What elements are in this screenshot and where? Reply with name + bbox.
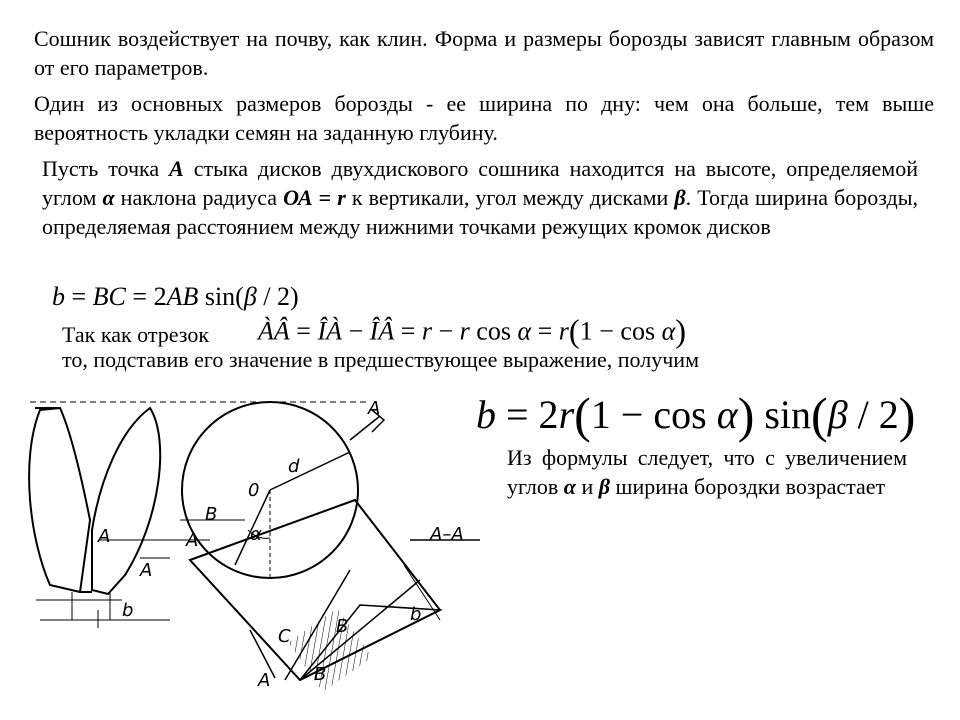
- f1-sin: sin(: [198, 282, 244, 311]
- substitution-text: то, подставив его значение в предшествующее выражение, получим: [62, 347, 699, 372]
- f2-r1: r: [421, 316, 432, 346]
- label-b-bottom: b: [122, 600, 134, 621]
- left-disc-shape: [29, 408, 90, 592]
- formula-segment: [258, 314, 686, 351]
- setup-equals: =: [312, 185, 338, 210]
- label-o: 0: [248, 480, 260, 501]
- f3-one-minus-cos: 1 − cos: [590, 392, 717, 437]
- setup-text-1: Пусть точка: [42, 156, 170, 181]
- label-d: d: [288, 456, 300, 477]
- label-b-small: B: [336, 616, 349, 637]
- formula-final-width: [476, 386, 915, 444]
- f3-close: ): [737, 387, 755, 443]
- conclusion-and: и: [575, 474, 599, 499]
- f3-r: r: [558, 392, 575, 437]
- since-label: Так как отрезок: [62, 322, 210, 347]
- f1-lhs: b: [52, 282, 65, 311]
- conclusion-paragraph: [507, 443, 907, 501]
- oa-symbol: ОА: [283, 185, 313, 210]
- f2-close: ): [675, 314, 687, 350]
- f2-r2: r: [459, 316, 470, 346]
- setup-text-2: стыка дисков двухдискового сошника находится на высоте, определяемой углом: [42, 156, 918, 210]
- f2-r3: r: [558, 316, 569, 346]
- conclusion-alpha: α: [563, 474, 576, 499]
- alpha-symbol: α: [102, 185, 115, 210]
- f2-seg3: ÎÂ: [369, 316, 395, 346]
- f1-ab: AB: [166, 282, 199, 311]
- setup-text-3: наклона радиуса: [114, 185, 284, 210]
- label-a-bottom: A: [258, 670, 271, 691]
- point-a-symbol: А: [169, 156, 184, 181]
- f3-eq: = 2: [496, 392, 559, 437]
- r-symbol: r: [337, 185, 346, 210]
- f2-open: (: [568, 314, 580, 350]
- setup-text-5: . Тогда ширина борозды, определяемая расстоянием между нижними точками режущих кромок дисков: [42, 185, 919, 239]
- f2-seg2: ÎÀ: [317, 316, 342, 346]
- beta-symbol: β: [674, 185, 686, 210]
- f1-eq: =: [65, 282, 93, 311]
- f3-beta: β: [827, 392, 848, 437]
- label-section: A–A: [430, 524, 464, 545]
- f2-cos: cos: [469, 316, 518, 346]
- f1-bc: BC: [92, 282, 126, 311]
- label-alpha: α: [250, 524, 262, 545]
- f2-eq1: =: [289, 316, 318, 346]
- f3-alpha: α: [716, 392, 738, 437]
- conclusion-beta: β: [598, 474, 611, 499]
- f2-minus: −: [341, 316, 370, 346]
- f2-alpha: α: [517, 316, 532, 346]
- label-b-side: b: [410, 604, 422, 625]
- label-a-mid: A: [186, 530, 199, 551]
- intro-paragraph: Сошник воздействует на почву, как клин. Форма и размеры борозды зависят главным образом от его параметров.: [34, 26, 934, 80]
- f3-open: (: [574, 387, 591, 443]
- f1-beta: β: [243, 282, 257, 311]
- setup-text-4: к вертикали, угол между дисками: [345, 185, 675, 210]
- f3-close2: ): [898, 387, 916, 443]
- f3-lhs: b: [476, 392, 496, 437]
- label-b-base: B: [314, 664, 327, 685]
- f2-alpha2: α: [661, 316, 676, 346]
- f2-one-minus-cos: 1 − cos: [579, 316, 662, 346]
- f3-tail: / 2: [847, 392, 899, 437]
- formula-width-b: [52, 282, 299, 312]
- f1-eq2: = 2: [125, 282, 167, 311]
- f3-sin: sin: [754, 392, 812, 437]
- f1-tail: / 2): [256, 282, 299, 311]
- label-a-top: A: [368, 398, 381, 419]
- coulter-diagram: [0, 380, 500, 720]
- furrow-width-paragraph: Один из основных размеров борозды - ее ширина по дну: чем она больше, тем выше вероятность укладки семян на заданную глубину.: [34, 91, 934, 145]
- conclusion-text-1: Из формулы следует, что с увеличением углов: [507, 445, 907, 499]
- setup-paragraph: [42, 154, 918, 241]
- label-a-left-disc: A: [98, 526, 111, 547]
- label-b-left: B: [205, 504, 218, 525]
- label-a-side: A: [140, 560, 153, 581]
- f2-minus2: −: [432, 316, 460, 346]
- conclusion-text-2: ширина бороздки возрастает: [610, 474, 886, 499]
- f3-open2: (: [811, 387, 828, 443]
- label-c: C: [278, 626, 291, 647]
- f2-eq3: =: [531, 316, 559, 346]
- f2-eq2: =: [394, 316, 422, 346]
- f2-seg1: ÀÂ: [258, 316, 290, 346]
